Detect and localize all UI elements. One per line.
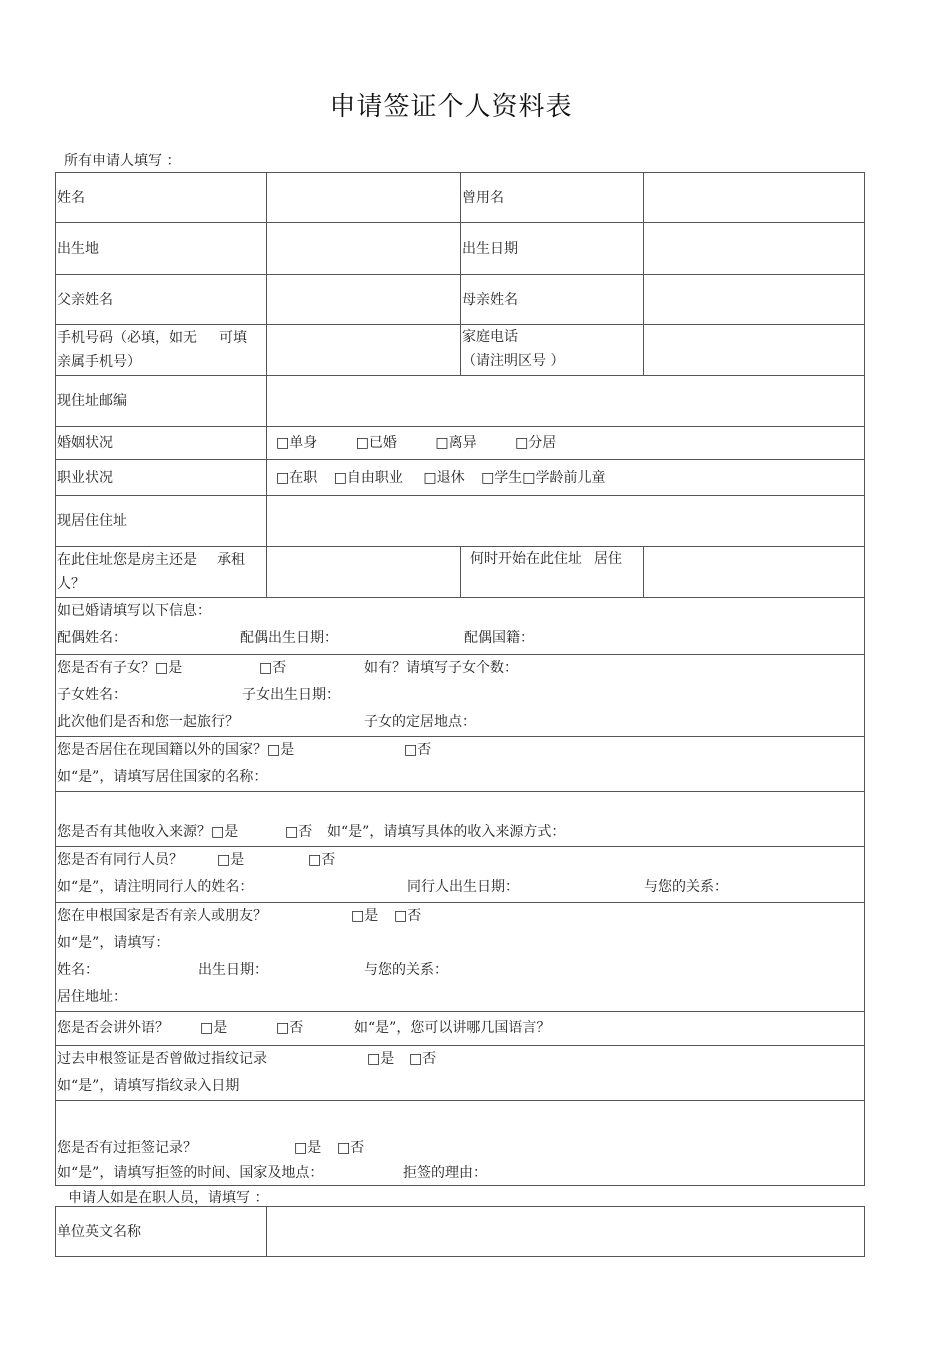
occupation-option-employed[interactable]: □在职 bbox=[276, 469, 318, 486]
label-name: 姓名 bbox=[56, 173, 267, 223]
label-home-phone bbox=[461, 325, 644, 376]
children-no-checkbox[interactable]: □否 bbox=[259, 660, 287, 676]
fingerprint-no-checkbox[interactable]: □否 bbox=[409, 1051, 437, 1067]
abroad-section bbox=[56, 737, 865, 792]
spouse-intro: 如已婚请填写以下信息： bbox=[57, 603, 211, 619]
companion-relation-label: 与您的关系： bbox=[644, 879, 728, 895]
companion-no-checkbox[interactable]: □否 bbox=[308, 852, 336, 868]
relatives-no-checkbox[interactable]: □否 bbox=[394, 908, 422, 924]
marital-option-divorced[interactable]: □离异 bbox=[435, 435, 477, 451]
spouse-name-label: 配偶姓名： bbox=[57, 630, 127, 646]
language-question: 您是否会讲外语？ bbox=[57, 1020, 169, 1036]
children-birth-label: 子女出生日期： bbox=[242, 687, 340, 703]
label-address: 现居住住址 bbox=[56, 496, 267, 547]
label-mobile-part1: 手机号码（必填，如无 bbox=[57, 330, 197, 346]
relatives-birth-label: 出生日期： bbox=[198, 962, 268, 978]
children-count-label: 如有？请填写子女个数： bbox=[364, 660, 518, 676]
field-since[interactable] bbox=[644, 547, 865, 598]
refusal-no-checkbox[interactable]: □否 bbox=[337, 1140, 365, 1156]
field-employer[interactable] bbox=[267, 1207, 865, 1257]
label-employer: 单位英文名称 bbox=[56, 1207, 267, 1257]
marital-option-separated[interactable]: □分居 bbox=[515, 435, 557, 451]
companion-name-label: 如“是”，请注明同行人的姓名： bbox=[57, 879, 254, 895]
section-note-employed: 申请人如是在职人员，请填写 ： bbox=[68, 1190, 269, 1206]
spouse-section bbox=[56, 598, 865, 655]
abroad-detail-label: 如“是”，请填写居住国家的名称： bbox=[57, 769, 268, 785]
relatives-section bbox=[56, 903, 865, 1012]
label-home-phone-part2: （请注明区号 ） bbox=[462, 353, 565, 369]
language-section bbox=[56, 1012, 865, 1046]
field-postcode[interactable] bbox=[267, 376, 865, 427]
companion-yes-checkbox[interactable]: □是 bbox=[217, 852, 245, 868]
field-owner[interactable] bbox=[267, 547, 461, 598]
companion-section bbox=[56, 847, 865, 903]
label-owner bbox=[56, 547, 267, 598]
occupation-options bbox=[267, 460, 865, 496]
label-owner-part3: 人？ bbox=[57, 576, 85, 592]
income-detail-label: 如“是”，请填写具体的收入来源方式： bbox=[327, 824, 566, 840]
label-birthplace: 出生地 bbox=[56, 223, 267, 275]
occupation-option-student[interactable]: □学生□学龄前儿童 bbox=[481, 469, 606, 486]
label-marital: 婚姻状况 bbox=[56, 427, 267, 460]
marital-options bbox=[267, 427, 865, 460]
marital-option-single[interactable]: □单身 bbox=[276, 435, 318, 451]
field-name[interactable] bbox=[267, 173, 461, 223]
relatives-question: 您在申根国家是否有亲人或朋友？ bbox=[57, 908, 267, 924]
refusal-yes-checkbox[interactable]: □是 bbox=[294, 1140, 322, 1156]
field-home-phone[interactable] bbox=[644, 325, 865, 376]
abroad-no-checkbox[interactable]: □否 bbox=[404, 742, 432, 758]
relatives-yes-checkbox[interactable]: □是 bbox=[351, 908, 379, 924]
field-address[interactable] bbox=[267, 496, 865, 547]
occupation-option-freelance[interactable]: □自由职业 bbox=[333, 469, 403, 486]
page-title: 申请签证个人资料表 bbox=[329, 92, 573, 122]
label-occupation: 职业状况 bbox=[56, 460, 267, 496]
label-birthdate: 出生日期 bbox=[461, 223, 644, 275]
label-mobile-part3: 亲属手机号） bbox=[57, 354, 141, 370]
section-note-all: 所有申请人填写 ： bbox=[64, 153, 181, 169]
refusal-detail-label: 如“是”，请填写拒签的时间、国家及地点： bbox=[57, 1165, 324, 1181]
language-yes-checkbox[interactable]: □是 bbox=[200, 1020, 228, 1036]
label-since-part1: 何时开始在此住址 bbox=[470, 551, 582, 567]
field-father[interactable] bbox=[267, 275, 461, 325]
abroad-question: 您是否居住在现国籍以外的国家？□是 bbox=[57, 742, 295, 758]
refusal-section bbox=[56, 1101, 865, 1186]
fingerprint-question: 过去申根签证是否曾做过指纹记录 bbox=[57, 1051, 267, 1067]
field-former-name[interactable] bbox=[644, 173, 865, 223]
children-travel-question: 此次他们是否和您一起旅行？ bbox=[57, 714, 239, 730]
relatives-fill-label: 如“是”，请填写： bbox=[57, 935, 170, 951]
income-section bbox=[56, 792, 865, 847]
label-former-name: 曾用名 bbox=[461, 173, 644, 223]
relatives-relation-label: 与您的关系： bbox=[364, 962, 448, 978]
label-father: 父亲姓名 bbox=[56, 275, 267, 325]
field-birthdate[interactable] bbox=[644, 223, 865, 275]
fingerprint-section bbox=[56, 1046, 865, 1101]
relatives-address-label: 居住地址： bbox=[57, 989, 127, 1005]
label-home-phone-part1: 家庭电话 bbox=[462, 329, 518, 345]
field-mother[interactable] bbox=[644, 275, 865, 325]
spouse-birth-label: 配偶出生日期： bbox=[240, 630, 338, 646]
children-name-label: 子女姓名： bbox=[57, 687, 127, 703]
label-owner-part2: 承租 bbox=[217, 552, 245, 568]
children-section bbox=[56, 655, 865, 737]
label-since-part2: 居住 bbox=[594, 551, 622, 567]
income-no-checkbox[interactable]: □否 bbox=[285, 824, 313, 840]
language-detail-label: 如“是”，您可以讲哪几国语言？ bbox=[354, 1020, 551, 1036]
occupation-option-retired[interactable]: □退休 bbox=[423, 469, 465, 486]
relatives-name-label: 姓名： bbox=[57, 962, 99, 978]
companion-question: 您是否有同行人员？ bbox=[57, 852, 183, 868]
refusal-question: 您是否有过拒签记录？ bbox=[57, 1140, 197, 1156]
refusal-reason-label: 拒签的理由： bbox=[403, 1165, 487, 1181]
marital-option-married[interactable]: □已婚 bbox=[355, 435, 397, 451]
personal-info-table bbox=[55, 172, 865, 1186]
label-since bbox=[461, 547, 644, 598]
employer-table bbox=[55, 1206, 865, 1257]
spouse-nationality-label: 配偶国籍： bbox=[464, 630, 534, 646]
fingerprint-yes-checkbox[interactable]: □是 bbox=[367, 1051, 395, 1067]
field-birthplace[interactable] bbox=[267, 223, 461, 275]
companion-birth-label: 同行人出生日期： bbox=[407, 879, 519, 895]
children-question: 您是否有子女？□是 bbox=[57, 660, 183, 676]
children-residence-label: 子女的定居地点： bbox=[364, 714, 476, 730]
label-postcode: 现住址邮编 bbox=[56, 376, 267, 427]
label-mobile-part2: 可填 bbox=[219, 330, 247, 346]
fingerprint-detail-label: 如“是”，请填写指纹录入日期 bbox=[57, 1078, 240, 1094]
language-no-checkbox[interactable]: □否 bbox=[276, 1020, 304, 1036]
income-question: 您是否有其他收入来源？□是 bbox=[57, 824, 239, 840]
label-mobile bbox=[56, 325, 267, 376]
label-mother: 母亲姓名 bbox=[461, 275, 644, 325]
field-mobile[interactable] bbox=[267, 325, 461, 376]
label-owner-part1: 在此住址您是房主还是 bbox=[57, 552, 197, 568]
